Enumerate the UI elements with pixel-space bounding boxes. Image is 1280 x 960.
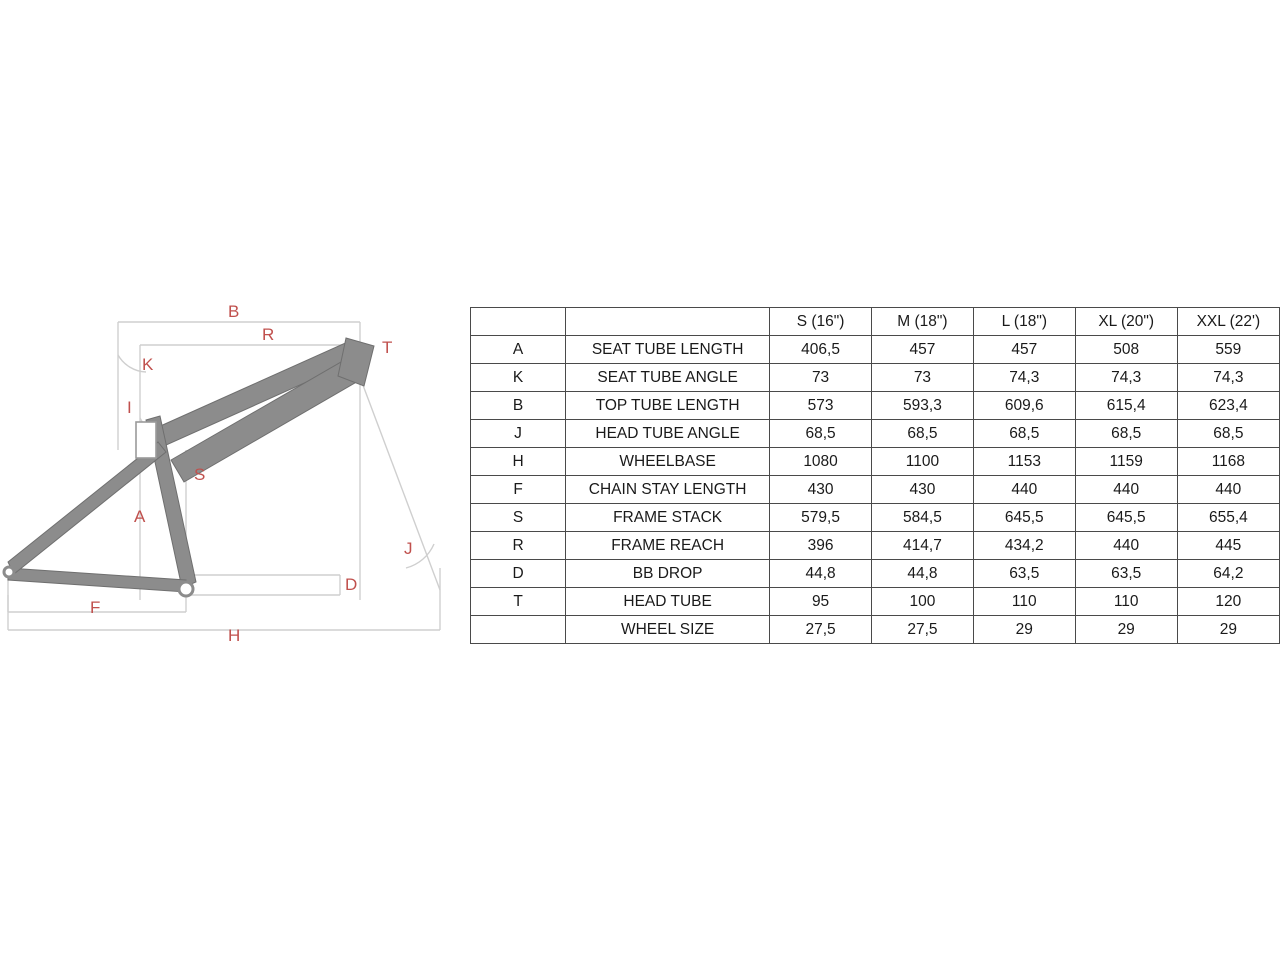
row-code: S	[471, 504, 566, 532]
row-value-xl: 68,5	[1075, 420, 1177, 448]
row-name: SEAT TUBE ANGLE	[566, 364, 770, 392]
label-J: J	[404, 539, 413, 558]
row-code: A	[471, 336, 566, 364]
row-value-s: 1080	[770, 448, 872, 476]
row-value-l: 29	[973, 616, 1075, 644]
row-value-m: 430	[871, 476, 973, 504]
row-value-m: 44,8	[871, 560, 973, 588]
row-value-xxl: 445	[1177, 532, 1279, 560]
row-code: K	[471, 364, 566, 392]
row-value-xl: 440	[1075, 476, 1177, 504]
row-value-xxl: 655,4	[1177, 504, 1279, 532]
row-value-xxl: 29	[1177, 616, 1279, 644]
label-I: I	[127, 398, 132, 417]
header-size-xxl: XXL (22')	[1177, 308, 1279, 336]
table-row	[471, 448, 1280, 476]
row-value-xl: 74,3	[1075, 364, 1177, 392]
table-row	[471, 476, 1280, 504]
row-value-m: 27,5	[871, 616, 973, 644]
row-value-xxl: 120	[1177, 588, 1279, 616]
row-value-xxl: 440	[1177, 476, 1279, 504]
row-value-s: 396	[770, 532, 872, 560]
row-name: HEAD TUBE ANGLE	[566, 420, 770, 448]
row-value-s: 579,5	[770, 504, 872, 532]
row-value-l: 1153	[973, 448, 1075, 476]
row-value-m: 414,7	[871, 532, 973, 560]
row-name: WHEEL SIZE	[566, 616, 770, 644]
row-value-xxl: 68,5	[1177, 420, 1279, 448]
frame-tubes	[4, 338, 374, 596]
row-value-s: 95	[770, 588, 872, 616]
label-H: H	[228, 626, 241, 645]
row-value-m: 593,3	[871, 392, 973, 420]
row-name: HEAD TUBE	[566, 588, 770, 616]
row-value-s: 44,8	[770, 560, 872, 588]
row-code: D	[471, 560, 566, 588]
row-value-s: 27,5	[770, 616, 872, 644]
row-value-xl: 110	[1075, 588, 1177, 616]
row-name: WHEELBASE	[566, 448, 770, 476]
row-code: H	[471, 448, 566, 476]
row-value-m: 457	[871, 336, 973, 364]
row-value-xl: 645,5	[1075, 504, 1177, 532]
row-value-l: 440	[973, 476, 1075, 504]
row-value-xl: 29	[1075, 616, 1177, 644]
table-row	[471, 336, 1280, 364]
label-S: S	[194, 465, 206, 484]
label-B: B	[228, 302, 240, 321]
row-value-l: 63,5	[973, 560, 1075, 588]
header-size-s: S (16")	[770, 308, 872, 336]
header-size-l: L (18")	[973, 308, 1075, 336]
row-value-l: 645,5	[973, 504, 1075, 532]
label-D: D	[345, 575, 358, 594]
table-body	[471, 336, 1280, 644]
row-value-xxl: 623,4	[1177, 392, 1279, 420]
row-name: FRAME REACH	[566, 532, 770, 560]
table-row	[471, 504, 1280, 532]
row-value-xxl: 1168	[1177, 448, 1279, 476]
label-A: A	[134, 507, 146, 526]
header-size-m: M (18")	[871, 308, 973, 336]
row-code: T	[471, 588, 566, 616]
row-value-xl: 508	[1075, 336, 1177, 364]
label-T: T	[382, 338, 393, 357]
row-value-s: 573	[770, 392, 872, 420]
row-value-xxl: 559	[1177, 336, 1279, 364]
table-row	[471, 364, 1280, 392]
label-K: K	[142, 355, 154, 374]
row-value-s: 68,5	[770, 420, 872, 448]
label-F: F	[90, 598, 101, 617]
row-code: R	[471, 532, 566, 560]
row-value-m: 68,5	[871, 420, 973, 448]
label-R: R	[262, 325, 275, 344]
row-value-xl: 440	[1075, 532, 1177, 560]
row-value-m: 73	[871, 364, 973, 392]
row-value-l: 434,2	[973, 532, 1075, 560]
row-value-l: 457	[973, 336, 1075, 364]
row-value-m: 584,5	[871, 504, 973, 532]
table-row	[471, 588, 1280, 616]
row-value-m: 1100	[871, 448, 973, 476]
row-value-xl: 615,4	[1075, 392, 1177, 420]
row-value-xxl: 74,3	[1177, 364, 1279, 392]
row-name: BB DROP	[566, 560, 770, 588]
row-name: CHAIN STAY LENGTH	[566, 476, 770, 504]
row-value-l: 74,3	[973, 364, 1075, 392]
row-value-xl: 1159	[1075, 448, 1177, 476]
row-code: F	[471, 476, 566, 504]
row-value-s: 430	[770, 476, 872, 504]
row-value-l: 68,5	[973, 420, 1075, 448]
row-value-s: 73	[770, 364, 872, 392]
row-name: SEAT TUBE LENGTH	[566, 336, 770, 364]
table-header	[471, 308, 1280, 336]
geometry-table	[470, 307, 1280, 644]
header-size-xl: XL (20")	[1075, 308, 1177, 336]
table-header-row	[471, 308, 1280, 336]
row-value-xxl: 64,2	[1177, 560, 1279, 588]
table-row	[471, 616, 1280, 644]
table-row	[471, 532, 1280, 560]
row-name: TOP TUBE LENGTH	[566, 392, 770, 420]
row-value-l: 609,6	[973, 392, 1075, 420]
row-code	[471, 616, 566, 644]
row-value-m: 100	[871, 588, 973, 616]
row-value-l: 110	[973, 588, 1075, 616]
table-row	[471, 420, 1280, 448]
row-value-s: 406,5	[770, 336, 872, 364]
header-name-blank	[566, 308, 770, 336]
header-code-blank	[471, 308, 566, 336]
row-value-xl: 63,5	[1075, 560, 1177, 588]
row-name: FRAME STACK	[566, 504, 770, 532]
table-row	[471, 560, 1280, 588]
frame-geometry-diagram	[0, 300, 460, 660]
table-row	[471, 392, 1280, 420]
row-code: B	[471, 392, 566, 420]
row-code: J	[471, 420, 566, 448]
